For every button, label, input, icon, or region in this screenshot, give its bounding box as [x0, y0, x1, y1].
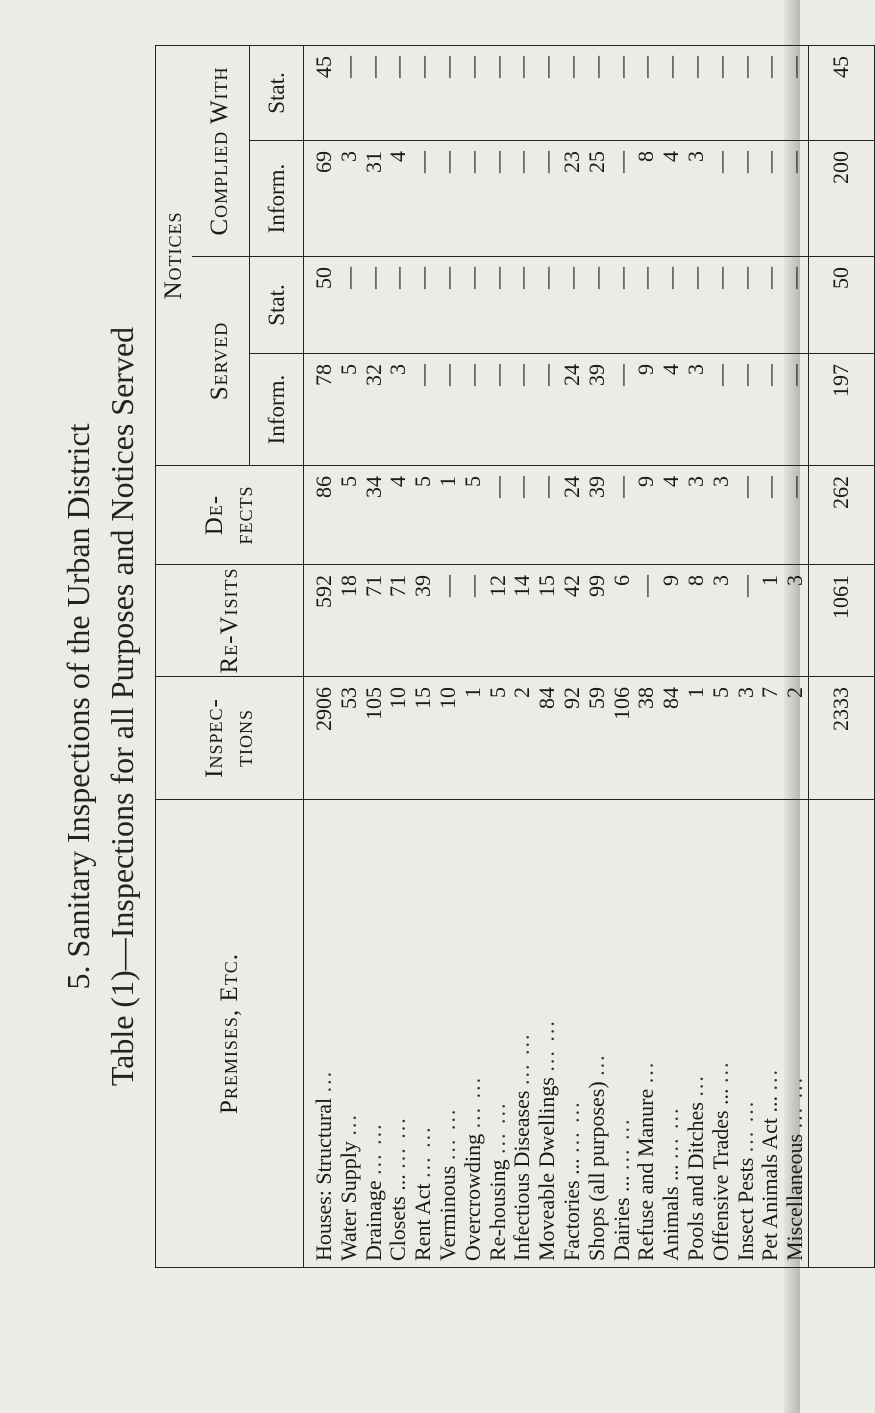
table-row	[362, 800, 387, 1261]
row-leader-dots: ...	[633, 1060, 659, 1084]
row-label: Houses: Structural	[311, 1097, 336, 1261]
table-row	[634, 800, 659, 1261]
cell-inspections: 53	[335, 687, 361, 709]
row-leader-dots: ... ...	[360, 1122, 386, 1175]
cell-served-inform: —	[410, 364, 436, 386]
complied-inform-column	[304, 141, 809, 257]
cell-complied-inform: —	[732, 151, 758, 173]
cell-revisits: 71	[385, 575, 411, 597]
row-label: Shops (all purposes)	[583, 1081, 609, 1261]
row-label: Overcrowding	[459, 1133, 485, 1261]
cell-inspections: 92	[558, 687, 584, 709]
table-row	[610, 800, 635, 1261]
total-complied-stat: 45	[808, 46, 874, 141]
cell-revisits: 99	[583, 575, 609, 597]
cell-inspections: 59	[583, 687, 609, 709]
table-row	[783, 800, 808, 1261]
header-complied-inform: Inform.	[250, 141, 304, 257]
table-row	[734, 800, 759, 1261]
row-label: Rent Act	[410, 1183, 436, 1261]
cell-defects: —	[509, 476, 535, 498]
row-label: Infectious Diseases	[509, 1090, 535, 1261]
cell-defects: 24	[558, 476, 584, 498]
table-row	[411, 800, 436, 1261]
cell-served-stat: —	[707, 267, 733, 289]
cell-served-inform: 3	[385, 364, 411, 375]
cell-defects: —	[732, 476, 758, 498]
total-defects: 262	[808, 466, 874, 565]
table-subtitle: Table (1)—Inspections for all Purposes and Notices Served	[104, 326, 140, 1087]
total-revisits: 1061	[808, 565, 874, 677]
row-leader-dots: ... ...	[558, 1100, 584, 1153]
cell-complied-inform: —	[509, 151, 535, 173]
cell-complied-inform: —	[434, 151, 460, 173]
cell-complied-inform: —	[757, 151, 783, 173]
cell-defects: 3	[682, 476, 708, 487]
cell-served-stat: —	[583, 267, 609, 289]
header-served-inform: Inform.	[250, 354, 304, 466]
cell-inspections: 1	[459, 687, 485, 698]
header-inspections: Inspec-tions	[156, 677, 304, 800]
cell-defects: 5	[410, 476, 436, 487]
cell-served-stat: —	[459, 267, 485, 289]
table-row	[461, 800, 486, 1261]
row-leader-dots: ...	[757, 1068, 783, 1091]
cell-complied-stat: —	[509, 56, 535, 78]
complied-stat-column	[304, 46, 809, 141]
cell-complied-inform: 23	[558, 151, 584, 173]
cell-revisits: —	[732, 575, 758, 597]
cell-defects: 86	[311, 476, 336, 498]
cell-revisits: 12	[484, 575, 510, 597]
cell-inspections: 105	[360, 687, 386, 720]
cell-defects: 3	[707, 476, 733, 487]
row-leader-dots: ...	[682, 1074, 708, 1097]
row-label: Factories ...	[558, 1158, 584, 1261]
cell-complied-stat: —	[410, 56, 436, 78]
row-label: Drainage	[360, 1180, 386, 1261]
table-row	[486, 800, 511, 1261]
cell-inspections: 15	[410, 687, 436, 709]
cell-revisits: 1	[757, 575, 783, 586]
cell-served-stat: —	[434, 267, 460, 289]
table-row	[659, 800, 684, 1261]
cell-served-inform: —	[459, 364, 485, 386]
row-leader-dots: ...	[583, 1053, 609, 1076]
cell-inspections: 2	[509, 687, 535, 698]
cell-defects: 5	[459, 476, 485, 487]
table-row	[312, 800, 337, 1261]
row-leader-dots: ... ...	[434, 1107, 460, 1161]
cell-inspections: 10	[385, 687, 411, 709]
row-leader-dots: ... ...	[484, 1101, 510, 1155]
header-served: Served	[192, 257, 250, 466]
cell-revisits: —	[633, 575, 659, 597]
cell-defects: 34	[360, 476, 386, 498]
row-label: Water Supply	[335, 1141, 361, 1261]
table-row	[386, 800, 411, 1261]
cell-complied-stat: —	[608, 56, 634, 78]
cell-complied-stat: —	[558, 56, 584, 78]
cell-complied-stat: —	[583, 56, 609, 78]
served-inform-column	[304, 354, 809, 466]
table-row	[337, 800, 362, 1261]
table-row	[510, 800, 535, 1261]
cell-inspections: 2906	[311, 687, 336, 731]
cell-served-stat: —	[484, 267, 510, 289]
cell-served-inform: —	[732, 364, 758, 386]
cell-served-stat: 50	[311, 267, 336, 289]
inspections-table	[155, 45, 875, 1268]
cell-defects: —	[608, 476, 634, 498]
cell-complied-stat: —	[534, 56, 560, 78]
cell-served-stat: —	[782, 267, 808, 289]
cell-revisits: —	[434, 575, 460, 597]
cell-complied-stat: —	[633, 56, 659, 78]
cell-revisits: 42	[558, 575, 584, 597]
header-notices: Notices	[156, 46, 192, 466]
cell-inspections: 5	[707, 687, 733, 698]
cell-inspections: 7	[757, 687, 783, 698]
cell-defects: —	[782, 476, 808, 498]
cell-served-inform: 32	[360, 364, 386, 386]
cell-served-stat: —	[633, 267, 659, 289]
cell-defects: 9	[633, 476, 659, 487]
cell-inspections: 2	[782, 687, 808, 698]
defects-column	[304, 466, 809, 565]
cell-served-inform: 5	[335, 364, 361, 375]
table-row	[560, 800, 585, 1261]
cell-complied-inform: —	[782, 151, 808, 173]
cell-inspections: 106	[608, 687, 634, 720]
cell-complied-inform: 25	[583, 151, 609, 173]
cell-revisits: 3	[782, 575, 808, 586]
row-label: Offensive Trades ...	[707, 1088, 733, 1261]
total-served-inform: 197	[808, 354, 874, 466]
row-leader-dots: ... ...	[534, 1019, 560, 1072]
cell-complied-inform: —	[608, 151, 634, 173]
cell-complied-stat: —	[335, 56, 361, 78]
premises-list	[304, 800, 809, 1268]
served-stat-column	[304, 257, 809, 354]
cell-complied-inform: —	[459, 151, 485, 173]
cell-complied-stat: —	[782, 56, 808, 78]
cell-served-stat: —	[385, 267, 411, 289]
row-label: Insect Pests	[732, 1157, 758, 1261]
cell-inspections: 84	[658, 687, 684, 709]
cell-revisits: 71	[360, 575, 386, 597]
header-revisits: Re-Visits	[156, 565, 304, 677]
row-leader-dots: ... ...	[509, 1032, 535, 1086]
cell-served-inform: —	[534, 364, 560, 386]
cell-served-inform: —	[434, 364, 460, 386]
row-label: Moveable Dwellings	[534, 1077, 560, 1261]
row-leader-dots: ... ...	[732, 1099, 758, 1153]
row-label: Closets ...	[385, 1174, 411, 1261]
cell-served-inform: —	[707, 364, 733, 386]
cell-revisits: 15	[534, 575, 560, 597]
cell-served-stat: —	[534, 267, 560, 289]
cell-served-stat: —	[757, 267, 783, 289]
row-label: Miscellaneous	[782, 1133, 808, 1261]
table-row	[758, 800, 783, 1261]
cell-complied-stat: —	[434, 56, 460, 78]
cell-defects: 4	[385, 476, 411, 487]
cell-revisits: 592	[311, 575, 336, 608]
cell-inspections: 84	[534, 687, 560, 709]
cell-served-inform: 39	[583, 364, 609, 386]
row-label: Re-housing	[484, 1159, 510, 1261]
cell-complied-stat: —	[707, 56, 733, 78]
cell-served-stat: —	[658, 267, 684, 289]
cell-revisits: 3	[707, 575, 733, 586]
cell-complied-stat: —	[658, 56, 684, 78]
cell-revisits: 9	[658, 575, 684, 586]
row-leader-dots: ... ...	[658, 1106, 684, 1159]
row-label: Verminous	[434, 1165, 460, 1261]
table-row	[684, 800, 709, 1261]
cell-complied-inform: 3	[682, 151, 708, 162]
row-label: Refuse and Manure	[633, 1088, 659, 1261]
cell-served-inform: —	[608, 364, 634, 386]
total-served-stat: 50	[808, 257, 874, 354]
cell-complied-inform: 4	[385, 151, 411, 162]
cell-inspections: 3	[732, 687, 758, 698]
row-leader-dots: ...	[335, 1113, 361, 1136]
row-leader-dots: ... ...	[782, 1075, 808, 1129]
cell-complied-stat: 45	[311, 56, 336, 78]
cell-served-stat: —	[410, 267, 436, 289]
revisits-column	[304, 565, 809, 677]
header-complied-stat: Stat.	[250, 46, 304, 141]
cell-served-stat: —	[558, 267, 584, 289]
header-defects: De-fects	[156, 466, 304, 565]
row-leader-dots: ... ...	[410, 1125, 436, 1178]
cell-revisits: 39	[410, 575, 436, 597]
row-leader-dots: ...	[311, 1069, 336, 1093]
cell-defects: —	[757, 476, 783, 498]
cell-complied-inform: 8	[633, 151, 659, 162]
cell-defects: 5	[335, 476, 361, 487]
row-leader-dots: ... ...	[459, 1075, 485, 1129]
cell-served-inform: —	[757, 364, 783, 386]
table-row	[436, 800, 461, 1261]
header-premises: Premises, Etc.	[156, 800, 304, 1268]
cell-revisits: 14	[509, 575, 535, 597]
cell-served-inform: 24	[558, 364, 584, 386]
page-title: 5. Sanitary Inspections of the Urban District	[60, 423, 96, 990]
cell-complied-stat: —	[484, 56, 510, 78]
cell-served-stat: —	[608, 267, 634, 289]
row-leader-dots: ... ...	[608, 1117, 634, 1170]
row-label: Pet Animals Act ...	[757, 1096, 783, 1261]
cell-defects: —	[534, 476, 560, 498]
cell-served-stat: —	[509, 267, 535, 289]
cell-complied-inform: 4	[658, 151, 684, 162]
totals-label-cell	[808, 800, 874, 1268]
header-complied: Complied With	[192, 46, 250, 257]
cell-served-inform: 4	[658, 364, 684, 375]
cell-served-inform: —	[782, 364, 808, 386]
cell-inspections: 38	[633, 687, 659, 709]
cell-complied-inform: —	[484, 151, 510, 173]
cell-complied-stat: —	[757, 56, 783, 78]
cell-served-inform: —	[484, 364, 510, 386]
header-served-stat: Stat.	[250, 257, 304, 354]
cell-complied-stat: —	[385, 56, 411, 78]
cell-complied-stat: —	[459, 56, 485, 78]
cell-complied-inform: —	[534, 151, 560, 173]
cell-complied-inform: —	[410, 151, 436, 173]
cell-revisits: 18	[335, 575, 361, 597]
cell-complied-stat: —	[732, 56, 758, 78]
total-complied-inform: 200	[808, 141, 874, 257]
cell-inspections: 1	[682, 687, 708, 698]
cell-complied-inform: 3	[335, 151, 361, 162]
row-leader-dots: ...	[707, 1060, 733, 1083]
table-row	[709, 800, 734, 1261]
cell-revisits: 6	[608, 575, 634, 586]
table-row	[535, 800, 560, 1261]
cell-served-inform: 78	[311, 364, 336, 386]
cell-revisits: —	[459, 575, 485, 597]
cell-served-stat: —	[682, 267, 708, 289]
cell-complied-stat: —	[360, 56, 386, 78]
cell-served-stat: —	[732, 267, 758, 289]
cell-served-stat: —	[360, 267, 386, 289]
table-row	[585, 800, 610, 1261]
cell-complied-stat: —	[682, 56, 708, 78]
cell-defects: 39	[583, 476, 609, 498]
inspections-column	[304, 677, 809, 800]
cell-inspections: 10	[434, 687, 460, 709]
cell-served-inform: —	[509, 364, 535, 386]
cell-inspections: 5	[484, 687, 510, 698]
row-label: Animals ...	[658, 1164, 684, 1261]
cell-revisits: 8	[682, 575, 708, 586]
total-inspections: 2333	[808, 677, 874, 800]
cell-complied-inform: 69	[311, 151, 336, 173]
row-label: Dairies ...	[608, 1175, 634, 1261]
row-label: Pools and Ditches	[682, 1102, 708, 1261]
cell-served-inform: 9	[633, 364, 659, 375]
cell-complied-inform: 31	[360, 151, 386, 173]
cell-defects: —	[484, 476, 510, 498]
cell-defects: 1	[434, 476, 460, 487]
row-leader-dots: ... ...	[385, 1116, 411, 1169]
cell-complied-inform: —	[707, 151, 733, 173]
cell-defects: 4	[658, 476, 684, 487]
cell-served-inform: 3	[682, 364, 708, 375]
cell-served-stat: —	[335, 267, 361, 289]
